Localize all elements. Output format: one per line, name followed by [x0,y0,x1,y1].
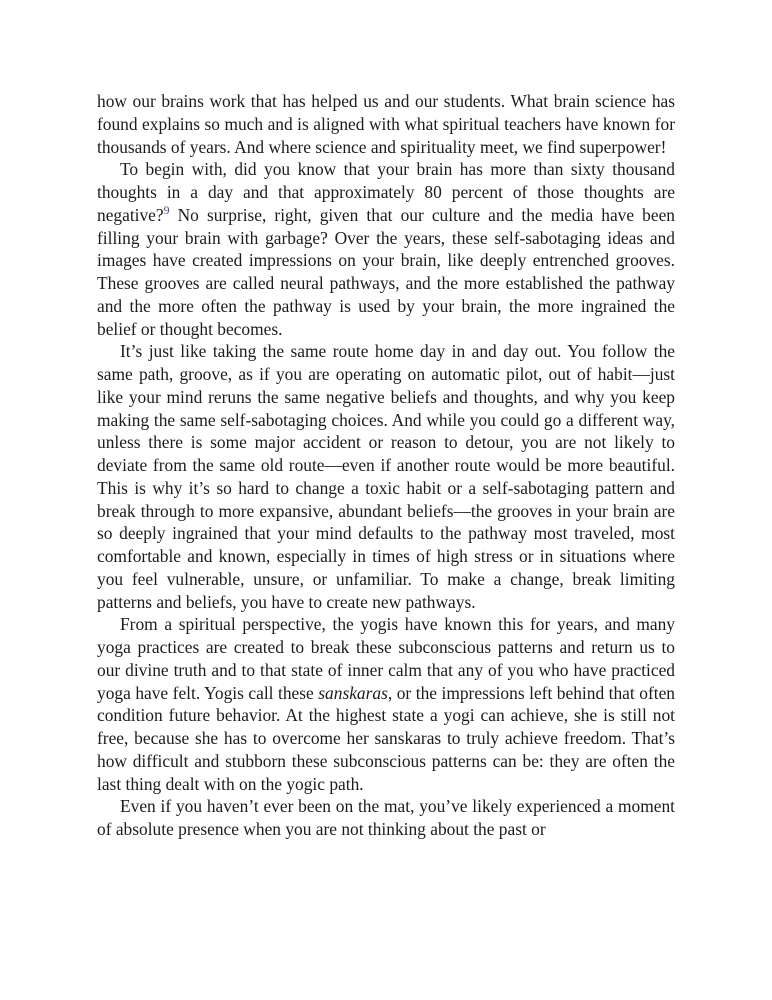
paragraph-3: It’s just like taking the same route home day in and day out. You follow the same path, groove, as if you are operating on automatic pilot, out of habit—just like your mind reruns the same negative beliefs and thoughts, and why you keep making the same self-sabotaging choices. And while you could go a different way, unless there is some major accident or reason to detour, you are not likely to deviate from the same old route—even if another route would be more beautiful. This is why it’s so hard to change a toxic habit or a self-sabotaging pattern and break through to more expansive, abundant beliefs—the grooves in your brain are so deeply ingrained that your mind defaults to the pathway most traveled, most comfortable and known, especially in times of high stress or in situations where you feel vulnerable, unsure, or unfamiliar. To make a change, break limiting patterns and beliefs, you have to create new pathways. [97,341,675,612]
paragraph-4-text-b: , or the impressions left behind that often condition future behavior. At the highest state a yogi can achieve, she is still not free, because she has to overcome her sanskaras to truly achieve freedom. That’s how difficult and stubborn these subconscious patterns can be: they are often the last thing dealt with on the yogic path. [97,682,675,794]
page-body [97,90,675,841]
paragraph-2-text-b: No surprise, right, given that our culture and the media have been filling your brain with garbage? Over the years, these self-sabotaging ideas and images have created impressions on your brain, like deeply entrenched grooves. These grooves are called neural pathways, and the more established the pathway and the more often the pathway is used by your brain, the more ingrained the belief or thought becomes. [97,204,675,339]
italic-term: sanskaras [318,682,388,703]
paragraph-2 [97,158,675,340]
paragraph-4-text-a: From a spiritual perspective, the yogis have known this for years, and many yoga practices are created to break these subconscious patterns and return us to our divine truth and to that state of inner calm that any of you who have practiced yoga have felt. Yogis call these [97,614,675,703]
paragraph-2-text-a: To begin with, did you know that your brain has more than sixty thousand thoughts in a day and that approximately 80 percent of those thoughts are negative? [97,159,675,225]
paragraph-1: how our brains work that has helped us and our students. What brain science has found explains so much and is aligned with what spiritual teachers have known for thousands of years. And where science and spirituality meet, we find superpower! [97,91,675,157]
paragraph-4 [97,613,675,795]
paragraph-5: Even if you haven’t ever been on the mat, you’ve likely experienced a moment of absolute presence when you are not thinking about the past or [97,796,675,839]
footnote-reference[interactable]: 9 [163,202,170,217]
